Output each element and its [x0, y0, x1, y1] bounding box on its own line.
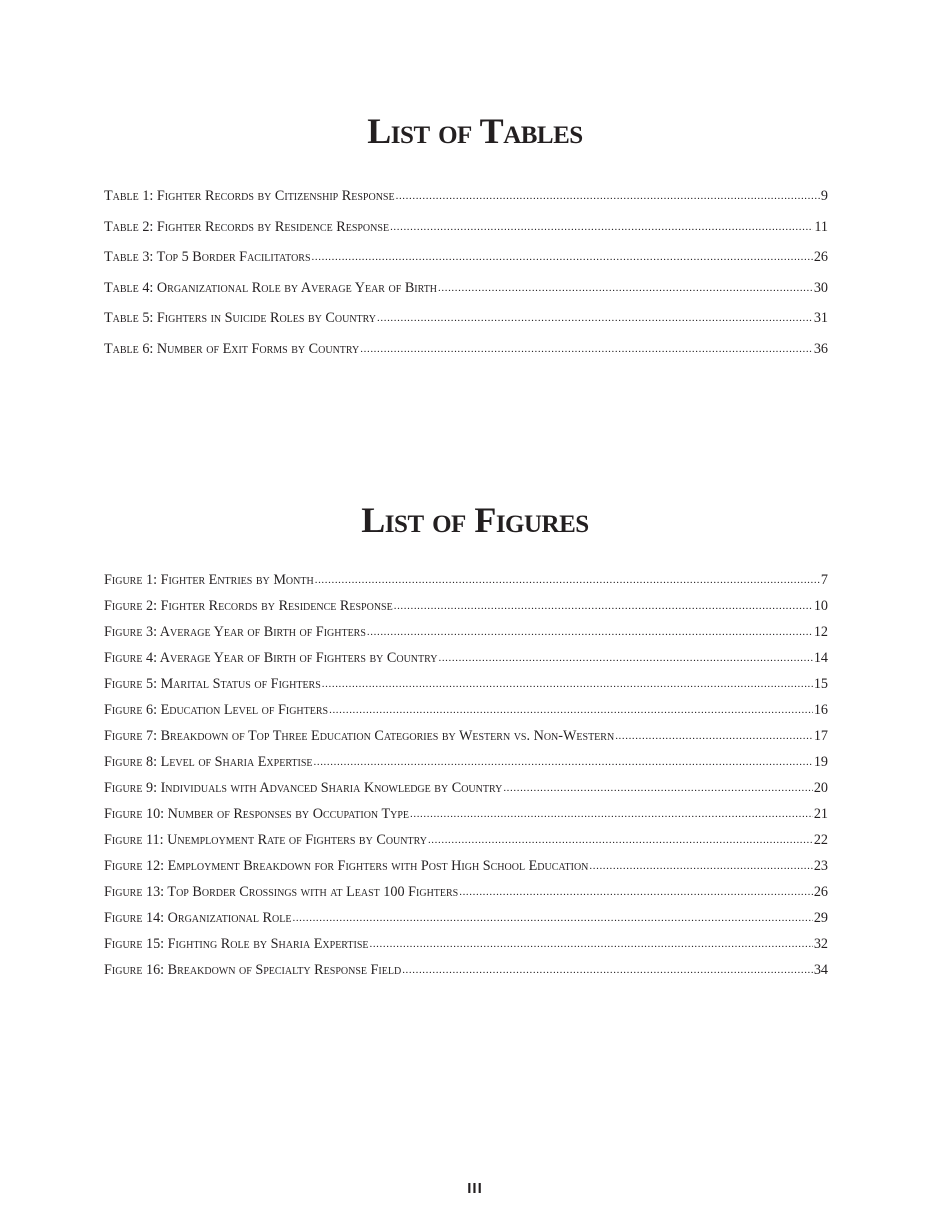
toc-entry[interactable] [104, 624, 828, 650]
entry-page: 32 [813, 936, 828, 952]
entry-page: 16 [813, 702, 828, 718]
list-of-tables [104, 188, 828, 372]
entry-page: 19 [813, 754, 828, 770]
dot-leader [438, 279, 813, 297]
entry-label: Table 2: Fighter Records by Residence Response [104, 218, 390, 235]
dot-leader [329, 701, 813, 719]
entry-label: Figure 1: Fighter Entries by Month [104, 572, 314, 588]
entry-page: 14 [813, 650, 828, 666]
dot-leader [428, 831, 813, 849]
page-number: III [467, 1180, 483, 1197]
entry-label: Figure 16: Breakdown of Specialty Response Field [104, 962, 402, 978]
dot-leader [377, 309, 813, 327]
toc-entry[interactable] [104, 341, 828, 372]
toc-entry[interactable] [104, 219, 828, 250]
toc-entry[interactable] [104, 884, 828, 910]
entry-page: 34 [813, 962, 828, 978]
dot-leader [369, 935, 812, 953]
entry-page: 7 [820, 572, 828, 588]
entry-label: Table 3: Top 5 Border Facilitators [104, 249, 311, 266]
entry-page: 36 [813, 340, 828, 357]
entry-label: Figure 10: Number of Responses by Occupation Type [104, 806, 409, 822]
entry-page: 29 [813, 910, 828, 926]
dot-leader [402, 961, 813, 979]
toc-entry[interactable] [104, 910, 828, 936]
entry-label: Table 5: Fighters in Suicide Roles by Country [104, 310, 377, 327]
toc-entry[interactable] [104, 650, 828, 676]
dot-leader [312, 248, 813, 266]
dot-leader [292, 909, 812, 927]
dot-leader [394, 597, 813, 615]
dot-leader [589, 857, 812, 875]
entry-page: 26 [813, 249, 828, 266]
entry-label: Figure 13: Top Border Crossings with at Least 100 Fighters [104, 884, 459, 900]
dot-leader [367, 623, 813, 641]
toc-entry[interactable] [104, 806, 828, 832]
entry-page: 20 [813, 780, 828, 796]
dot-leader [390, 218, 813, 236]
entry-page: 31 [813, 310, 828, 327]
list-of-figures [104, 572, 828, 988]
entry-page: 23 [813, 858, 828, 874]
entry-label: Table 4: Organizational Role by Average Year of Birth [104, 279, 438, 296]
entry-label: Figure 7: Breakdown of Top Three Education Categories by Western vs. Non-Western [104, 728, 615, 744]
entry-label: Figure 15: Fighting Role by Sharia Expertise [104, 936, 369, 952]
dot-leader [322, 675, 813, 693]
list-of-tables-title: List of Tables [367, 111, 583, 151]
toc-entry[interactable] [104, 188, 828, 219]
entry-page: 10 [813, 598, 828, 614]
toc-entry[interactable] [104, 936, 828, 962]
toc-entry[interactable] [104, 832, 828, 858]
entry-page: 26 [813, 884, 828, 900]
entry-page: 17 [813, 728, 828, 744]
entry-label: Figure 3: Average Year of Birth of Fighters [104, 624, 366, 640]
toc-entry[interactable] [104, 962, 828, 988]
entry-page: 15 [813, 676, 828, 692]
toc-entry[interactable] [104, 280, 828, 311]
entry-page: 11 [814, 218, 828, 235]
entry-label: Figure 14: Organizational Role [104, 910, 292, 926]
entry-label: Figure 4: Average Year of Birth of Fighters by Country [104, 650, 438, 666]
toc-entry[interactable] [104, 310, 828, 341]
toc-entry[interactable] [104, 754, 828, 780]
dot-leader [315, 571, 820, 589]
toc-entry[interactable] [104, 858, 828, 884]
toc-entry[interactable] [104, 702, 828, 728]
toc-entry[interactable] [104, 676, 828, 702]
dot-leader [410, 805, 813, 823]
entry-label: Figure 6: Education Level of Fighters [104, 702, 329, 718]
toc-entry[interactable] [104, 572, 828, 598]
entry-label: Figure 8: Level of Sharia Expertise [104, 754, 313, 770]
entry-page: 30 [813, 279, 828, 296]
toc-entry[interactable] [104, 728, 828, 754]
toc-entry[interactable] [104, 598, 828, 624]
dot-leader [503, 779, 812, 797]
dot-leader [438, 649, 812, 667]
dot-leader [360, 340, 813, 358]
toc-entry[interactable] [104, 780, 828, 806]
dot-leader [615, 727, 813, 745]
dot-leader [459, 883, 813, 901]
entry-page: 22 [813, 832, 828, 848]
entry-label: Figure 9: Individuals with Advanced Sharia Knowledge by Country [104, 780, 503, 796]
toc-entry[interactable] [104, 249, 828, 280]
entry-label: Table 6: Number of Exit Forms by Country [104, 340, 360, 357]
entry-page: 9 [820, 188, 828, 204]
dot-leader [314, 753, 813, 771]
entry-label: Figure 11: Unemployment Rate of Fighters by Country [104, 832, 427, 848]
entry-label: Figure 2: Fighter Records by Residence Response [104, 598, 393, 614]
entry-label: Figure 12: Employment Breakdown for Fighters with Post High School Education [104, 858, 589, 874]
list-of-figures-title: List of Figures [361, 500, 589, 540]
entry-label: Table 1: Fighter Records by Citizenship Response [104, 188, 395, 204]
dot-leader [396, 187, 820, 205]
entry-label: Figure 5: Marital Status of Fighters [104, 676, 321, 692]
entry-page: 21 [813, 806, 828, 822]
entry-page: 12 [813, 624, 828, 640]
